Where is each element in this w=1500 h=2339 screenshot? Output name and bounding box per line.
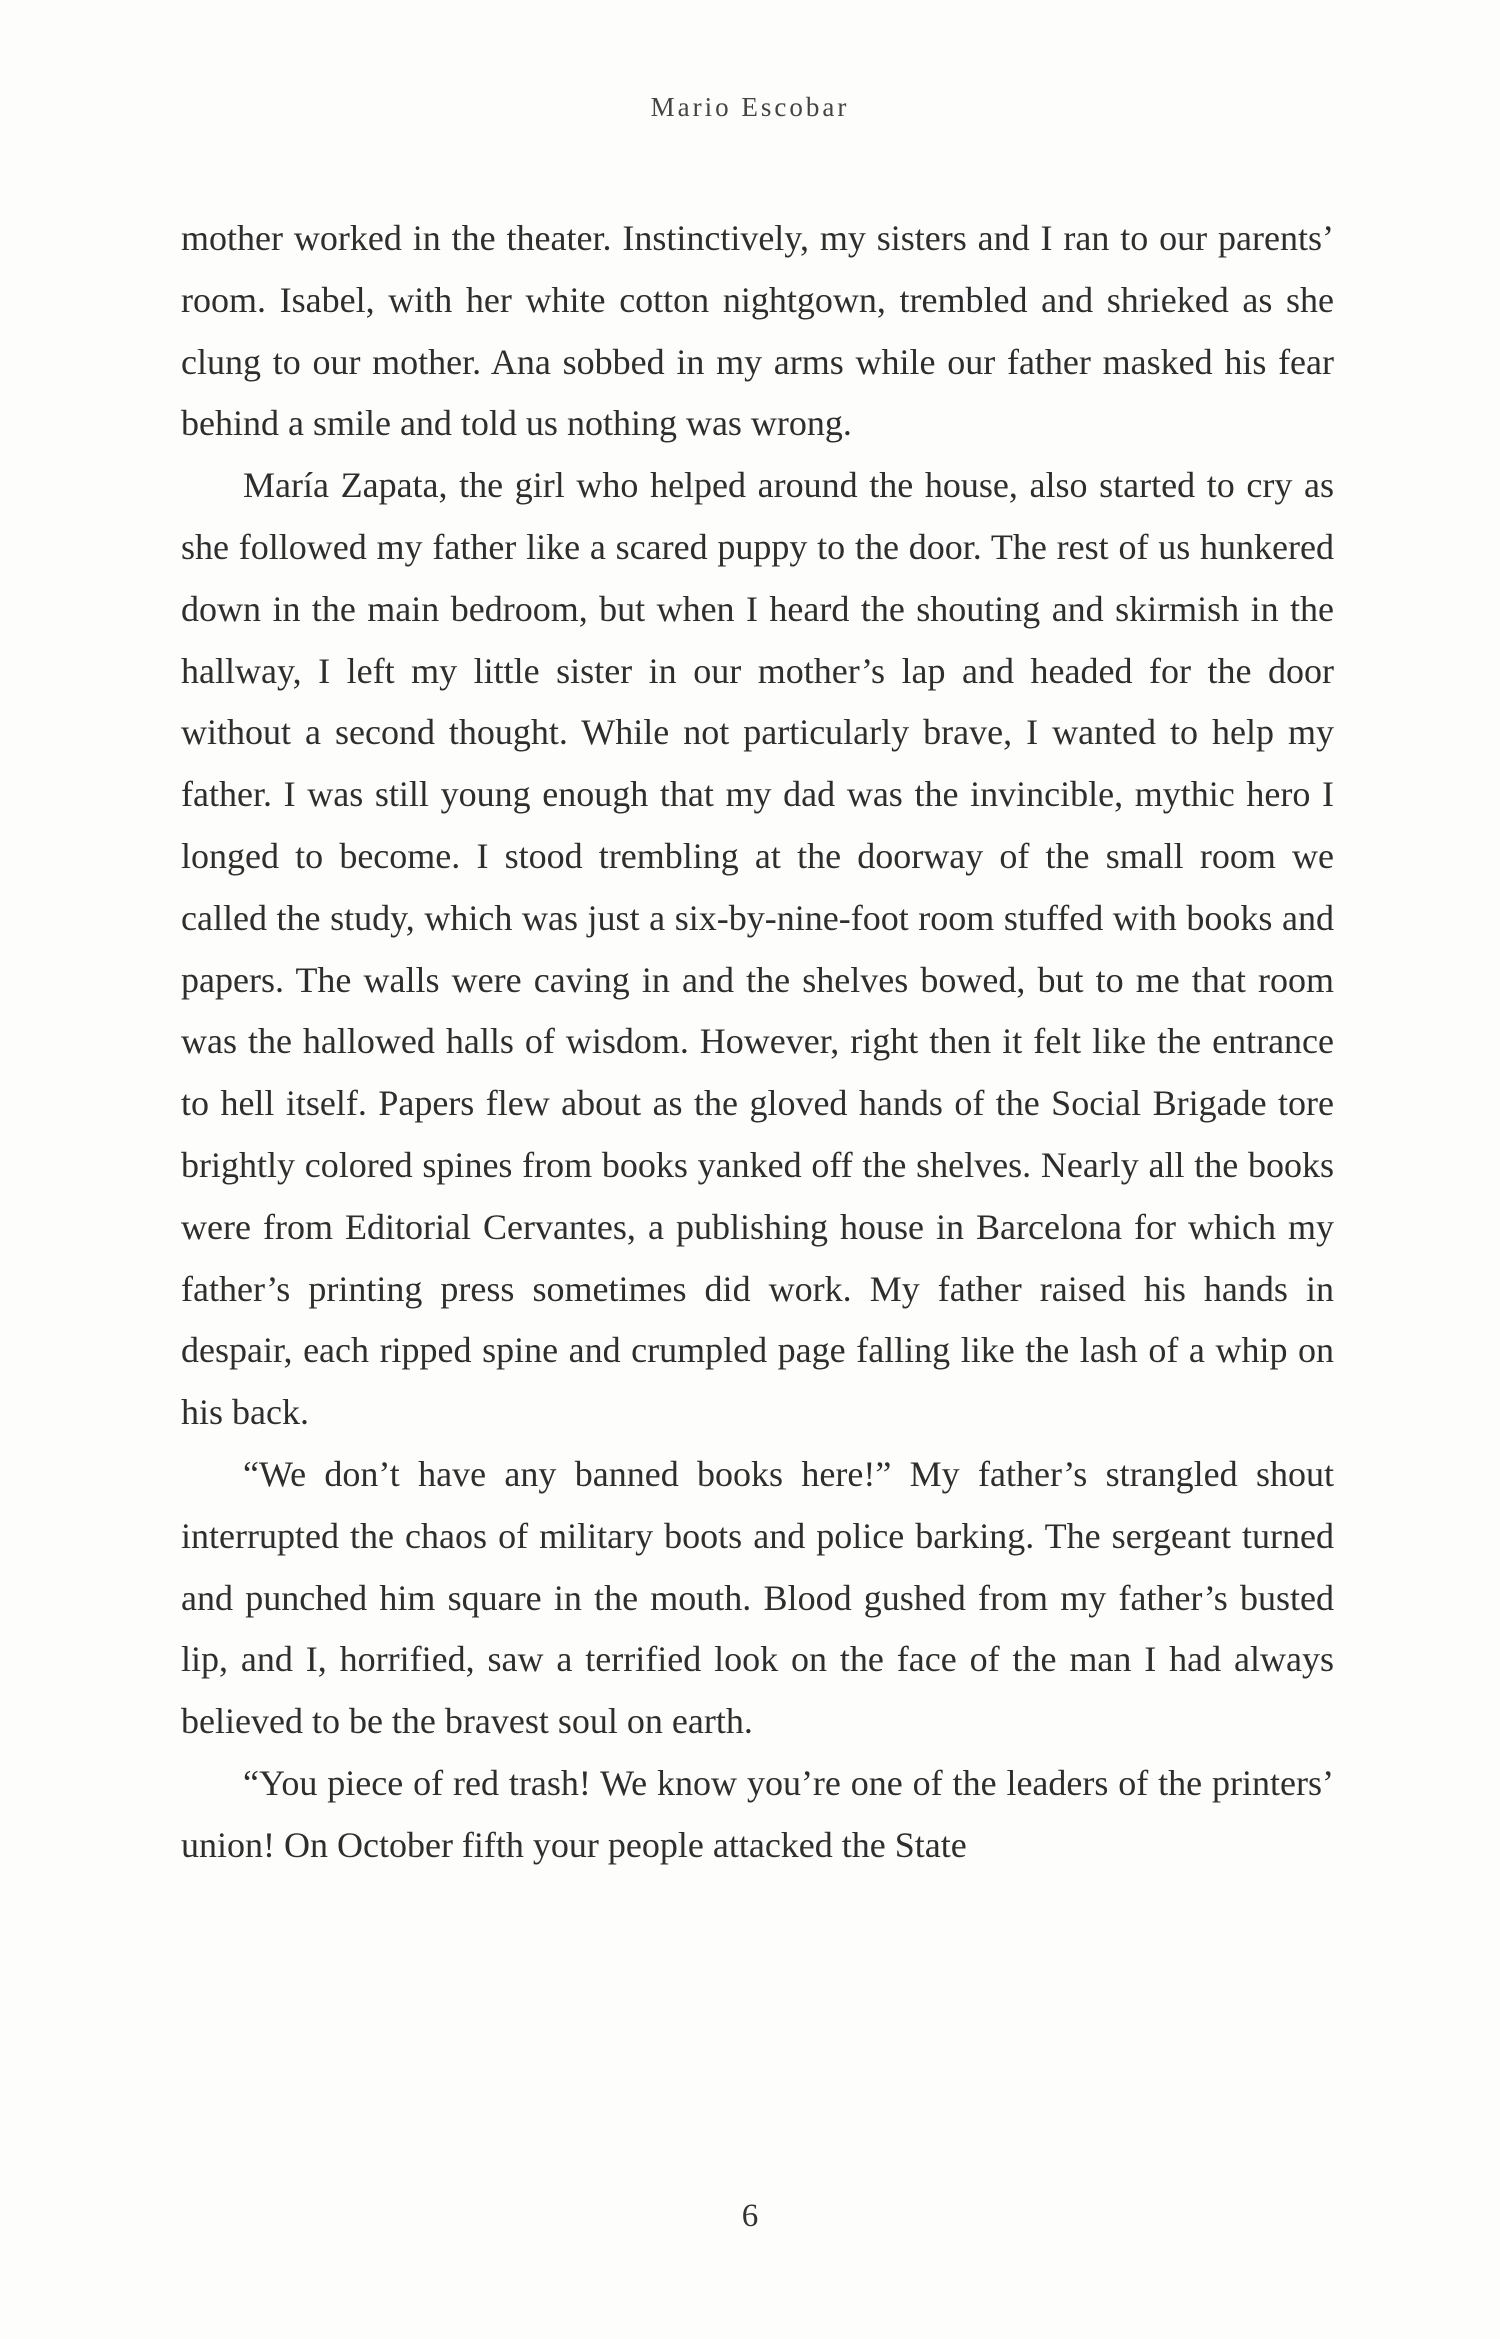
- body-text: [181, 208, 1334, 1877]
- page-number: 6: [741, 2198, 759, 2234]
- running-head-author: Mario Escobar: [650, 92, 850, 122]
- paragraph-banned-books: “We don’t have any banned books here!” My father’s strangled shout interrupted the chaos of military boots and police barking. The sergeant turned and punched him square in the mouth. Blood gushed from my father’s busted lip, and I, horrified, saw a terrified look on the face of the man I had always believed to be the bravest soul on earth.: [181, 1453, 1334, 1742]
- paragraph-maria-zapata: María Zapata, the girl who helped around the house, also started to cry as she followed my father like a scared puppy to the door. The rest of us hunkered down in the main bedroom, but when I heard the shouting and skirmish in the hallway, I left my little sister in our mother’s lap and headed for the door without a second thought. While not particularly brave, I wanted to help my father. I was still young enough that my dad was the invincible, mythic hero I longed to become. I stood trembling at the doorway of the small room we called the study, which was just a six-by-nine-foot room stuffed with books and papers. The walls were caving in and the shelves bowed, but to me that room was the hallowed halls of wisdom. However, right then it felt like the entrance to hell itself. Papers flew about as the gloved hands of the Social Brigade tore brightly colored spines from books yanked off the shelves. Nearly all the books were from Editorial Cervantes, a publishing house in Barcelona for which my father’s printing press sometimes did work. My father raised his hands in despair, each ripped spine and crumpled page falling like the lash of a whip on his back.: [181, 465, 1334, 1433]
- paragraph-continuation: mother worked in the theater. Instinctively, my sisters and I ran to our parents’ room. Isabel, with her white cotton nightgown, trembled and shrieked as she clung to our mother. Ana sobbed in my arms while our father masked his fear behind a smile and told us nothing was wrong.: [181, 218, 1334, 444]
- paragraph-red-trash: “You piece of red trash! We know you’re one of the leaders of the printers’ union! On October fifth your people attacked the State: [181, 1762, 1334, 1865]
